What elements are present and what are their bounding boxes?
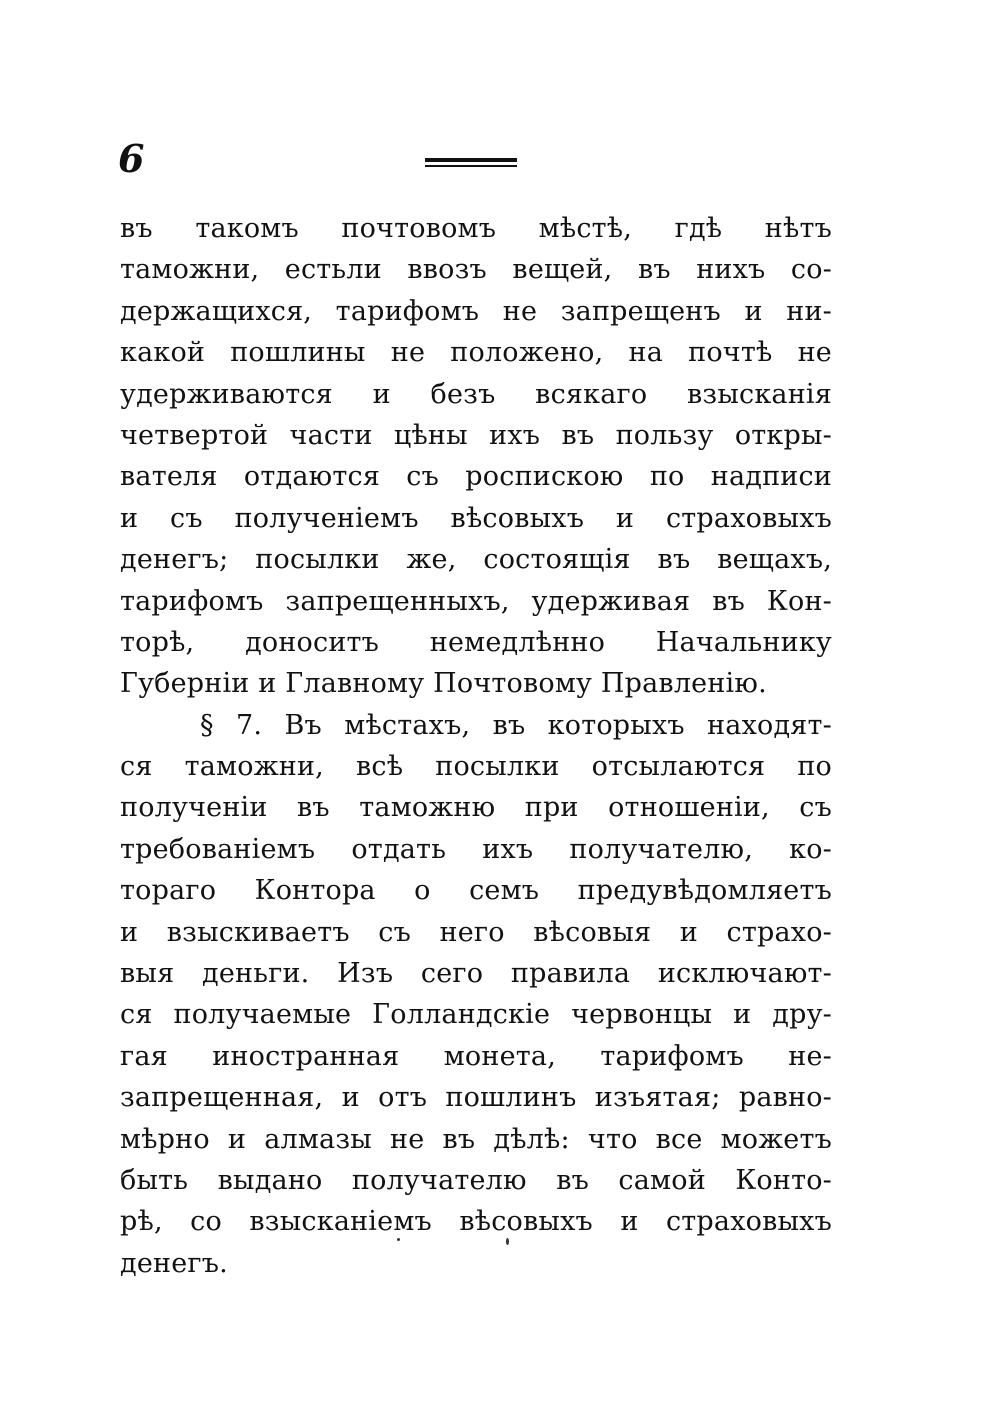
body-text bbox=[120, 208, 832, 1284]
text-line: въ такомъ почтовомъ мѣстѣ, гдѣ нѣтъ bbox=[120, 213, 832, 244]
text-line: запрещенная, и отъ пошлинъ изъятая; равно- bbox=[120, 1082, 832, 1114]
ink-speck bbox=[397, 1238, 400, 1241]
text-line: тарифомъ запрещенныхъ, удерживая въ Кон- bbox=[120, 585, 832, 617]
text-line: держащихся, тарифомъ не запрещенъ и ни- bbox=[120, 295, 832, 327]
text-line: рѣ, со взысканіемъ вѣсовыхъ и страховыхъ bbox=[120, 1206, 832, 1238]
text-line: какой пошлины не положено, на почтѣ не bbox=[120, 337, 832, 369]
text-line-final: денегъ. bbox=[120, 1247, 228, 1279]
text-line: ся получаемые Голландскіе червонцы и дру- bbox=[120, 999, 832, 1031]
text-line: и съ полученіемъ вѣсовыхъ и страховыхъ bbox=[120, 502, 832, 534]
header-rule-thick-line bbox=[425, 158, 517, 162]
text-line: торѣ, доноситъ немедлѣнно Начальнику bbox=[120, 626, 832, 658]
header-ornament-rule bbox=[425, 158, 517, 167]
text-line: гая иностранная монета, тарифомъ не- bbox=[120, 1040, 832, 1072]
text-line: и взыскиваетъ съ него вѣсовыя и страхо- bbox=[120, 916, 832, 948]
header-rule-thin-line bbox=[425, 165, 517, 167]
text-line: требованіемъ отдать ихъ получателю, ко- bbox=[120, 833, 832, 865]
text-line: таможни, естьли ввозъ вещей, въ нихъ со- bbox=[120, 254, 832, 286]
text-line: полученіи въ таможню при отношеніи, съ bbox=[120, 792, 832, 824]
text-line: ся таможни, всѣ посылки отсылаются по bbox=[120, 751, 832, 783]
text-line: выя деньги. Изъ сего правила исключают- bbox=[120, 958, 832, 990]
text-line-section-start: § 7. Въ мѣстахъ, въ которыхъ находят- bbox=[200, 709, 832, 741]
text-line: удерживаются и безъ всякаго взысканія bbox=[120, 378, 832, 410]
text-line: мѣрно и алмазы не въ дѣлѣ: что все можетъ bbox=[120, 1123, 832, 1155]
text-line: денегъ; посылки же, состоящія въ вещахъ, bbox=[120, 544, 832, 576]
text-line: четвертой части цѣны ихъ въ пользу откры- bbox=[120, 419, 832, 451]
text-line: быть выдано получателю въ самой Конто- bbox=[120, 1164, 832, 1196]
text-line-paragraph-end: Губерніи и Главному Почтовому Правленію. bbox=[120, 668, 767, 700]
ink-speck bbox=[506, 1238, 509, 1245]
text-line: вателя отдаются съ роспискою по надписи bbox=[120, 461, 832, 493]
page-number: 6 bbox=[118, 136, 145, 181]
text-line: тораго Контора о семъ предувѣдомляетъ bbox=[120, 875, 832, 907]
